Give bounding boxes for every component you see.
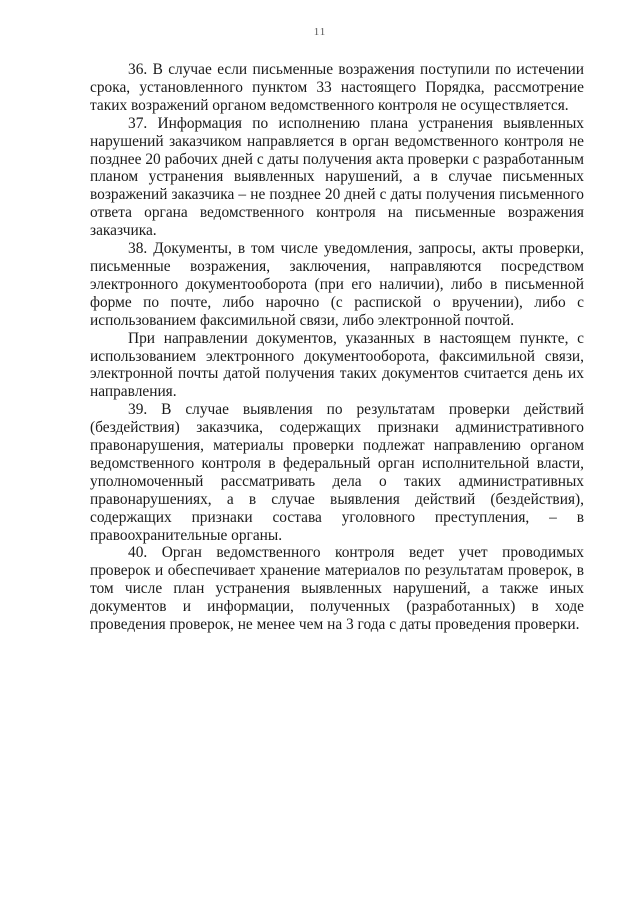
document-body: [90, 61, 584, 634]
paragraph-36: 36. В случае если письменные возражения поступили по истечении срока, установленного пунктом 33 настоящего Порядка, рассмотрение таких возражений органом ведомственного контроля не осуществляется.: [90, 61, 584, 114]
paragraph-40: 40. Орган ведомственного контроля ведет учет проводимых проверок и обеспечивает хранение материалов по результатам проверок, в том числе план устранения выявленных нарушений, а также иных документов и информации, полученных (разработанных) в ходе проведения проверок, не менее чем на 3 года с даты проведения проверки.: [90, 544, 584, 634]
paragraph-38: 38. Документы, в том числе уведомления, запросы, акты проверки, письменные возражения, заключения, направляются посредством электронного документооборота (при его наличии), либо в письменной форме по почте, либо нарочно (с распиской о вручении), либо с использованием факсимильной связи, либо электронной почтой.: [90, 240, 584, 329]
paragraph-39: 39. В случае выявления по результатам проверки действий (бездействия) заказчика, содержащих признаки административного правонарушения, материалы проверки подлежат направлению органом ведомственного контроля в федеральный орган исполнительной власти, уполномоченный рассматривать дела о таких административных правонарушениях, а в случае выявления действий (бездействия), содержащих признаки состава уголовного преступления, – в правоохранительные органы.: [90, 401, 584, 544]
page-number: 11: [313, 26, 327, 38]
paragraph-37: 37. Информация по исполнению плана устранения выявленных нарушений заказчиком направляется в орган ведомственного контроля не позднее 20 рабочих дней с даты получения акта проверки с разработанным планом устранения выявленных нарушений, а в случае письменных возражений заказчика – не позднее 20 дней с даты получения письменного ответа органа ведомственного контроля на письменные возражения заказчика.: [90, 114, 584, 240]
paragraph-38-continuation: При направлении документов, указанных в настоящем пункте, с использованием электронного документооборота, факсимильной связи, электронной почты датой получения таких документов считается день их направления.: [90, 329, 584, 401]
